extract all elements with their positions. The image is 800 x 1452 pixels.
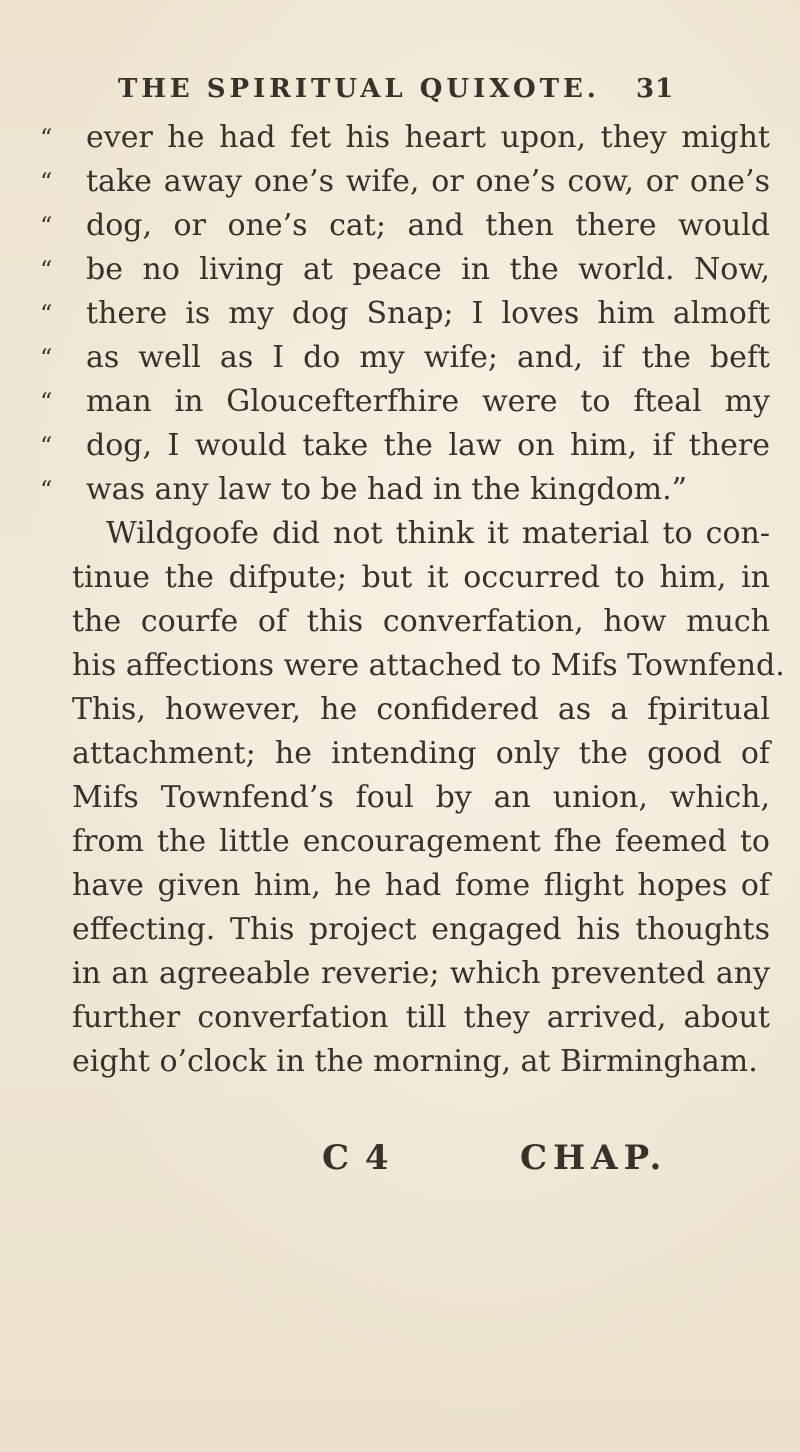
text-line bbox=[40, 1040, 770, 1084]
running-head bbox=[118, 74, 718, 104]
line-text: This, however, he confidered as a fpiritual bbox=[72, 692, 770, 727]
text-line bbox=[40, 292, 770, 336]
text-line bbox=[40, 688, 770, 732]
text-line bbox=[40, 820, 770, 864]
line-text: tinue the difpute; but it occurred to him, in bbox=[72, 560, 770, 595]
text-line bbox=[40, 204, 770, 248]
text-line bbox=[40, 380, 770, 424]
quote-mark: “ bbox=[40, 124, 53, 152]
line-text: further converfation till they arrived, about bbox=[72, 1000, 770, 1035]
body-text bbox=[40, 116, 785, 1084]
text-line bbox=[40, 776, 770, 820]
text-line bbox=[40, 248, 770, 292]
line-text: be no living at peace in the world. Now, bbox=[86, 252, 770, 287]
line-text: eight o’clock in the morning, at Birmingham. bbox=[72, 1044, 758, 1079]
text-line bbox=[40, 908, 770, 952]
line-text: man in Gloucefterfhire were to fteal my bbox=[86, 384, 770, 419]
line-text: attachment; he intending only the good of bbox=[72, 736, 770, 771]
line-text: in an agreeable reverie; which prevented any bbox=[72, 956, 770, 991]
line-text: as well as I do my wife; and, if the beft bbox=[86, 340, 770, 375]
line-text: effecting. This project engaged his thoughts bbox=[72, 912, 770, 947]
line-text: dog, or one’s cat; and then there would bbox=[86, 208, 770, 243]
text-line bbox=[40, 952, 770, 996]
text-line bbox=[40, 160, 770, 204]
text-line bbox=[40, 644, 785, 688]
quote-mark: “ bbox=[40, 476, 53, 504]
quote-mark: “ bbox=[40, 300, 53, 328]
line-text: Wildgoofe did not think it material to con- bbox=[106, 516, 770, 551]
line-text: dog, I would take the law on him, if there bbox=[86, 428, 770, 463]
page-footer bbox=[0, 1138, 800, 1188]
line-text: Mifs Townfend’s foul by an union, which, bbox=[72, 780, 770, 815]
quote-mark: “ bbox=[40, 344, 53, 372]
page-number: 31 bbox=[636, 74, 675, 104]
text-line bbox=[40, 996, 770, 1040]
text-line bbox=[40, 116, 770, 160]
text-line bbox=[40, 424, 770, 468]
text-line bbox=[40, 600, 770, 644]
line-text: take away one’s wife, or one’s cow, or one’s bbox=[86, 164, 770, 199]
text-line bbox=[40, 864, 770, 908]
line-text: ever he had fet his heart upon, they might bbox=[86, 120, 770, 155]
text-line bbox=[40, 512, 770, 556]
text-line bbox=[40, 468, 770, 512]
text-line bbox=[40, 732, 770, 776]
line-text: the courfe of this converfation, how much bbox=[72, 604, 770, 639]
catchword: CHAP. bbox=[520, 1138, 668, 1178]
line-text: his affections were attached to Mifs Townfend. bbox=[72, 648, 785, 683]
line-text: have given him, he had fome flight hopes of bbox=[72, 868, 770, 903]
quote-mark: “ bbox=[40, 168, 53, 196]
line-text: was any law to be had in the kingdom.” bbox=[86, 472, 687, 507]
quote-mark: “ bbox=[40, 432, 53, 460]
line-text: there is my dog Snap; I loves him almoft bbox=[86, 296, 770, 331]
quote-mark: “ bbox=[40, 388, 53, 416]
quote-mark: “ bbox=[40, 256, 53, 284]
text-line bbox=[40, 556, 770, 600]
signature-mark: C 4 bbox=[322, 1138, 391, 1178]
quote-mark: “ bbox=[40, 212, 53, 240]
running-head-title: THE SPIRITUAL QUIXOTE. bbox=[118, 74, 600, 104]
text-line bbox=[40, 336, 770, 380]
line-text: from the little encouragement fhe feemed to bbox=[72, 824, 770, 859]
